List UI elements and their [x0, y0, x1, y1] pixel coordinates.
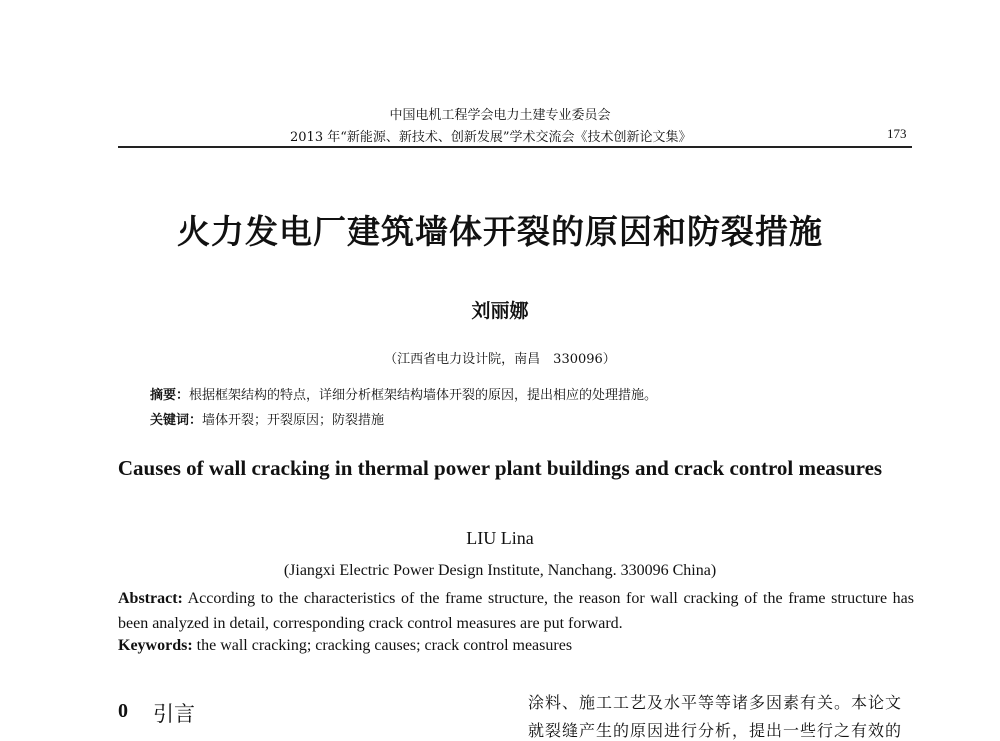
title-chinese: 火力发电厂建筑墙体开裂的原因和防裂措施: [177, 212, 823, 251]
section-title: 引言: [153, 702, 195, 726]
header-rule: [118, 146, 912, 148]
body-text-line: 就裂缝产生的原因进行分析，提出一些行之有效的: [528, 721, 903, 740]
abstract-english: [118, 586, 914, 636]
author-english: LIU Lina: [466, 528, 534, 548]
abstract-english-text: According to the characteristics of the frame structure, the reason for wall cracking of the frame structure has been analyzed in detail, corresponding crack control measures are put forward.: [118, 590, 914, 632]
keywords-chinese-text: 墙体开裂；开裂原因；防裂措施: [202, 413, 385, 428]
abstract-chinese-label: 摘要：: [150, 388, 190, 403]
abstract-chinese: [150, 384, 657, 403]
header-proceedings: 2013 年“新能源、新技术、创新发展”学术交流会《技术创新论文集》: [290, 130, 692, 145]
affiliation-chinese: （江西省电力设计院，南昌 330096）: [384, 352, 616, 367]
keywords-english-label: Keywords:: [118, 637, 193, 654]
keywords-chinese: [150, 409, 384, 428]
keywords-english: [118, 637, 572, 655]
keywords-chinese-label: 关键词：: [150, 413, 203, 428]
abstract-english-label: Abstract:: [118, 590, 183, 607]
body-text-line: 涂料、施工工艺及水平等等诸多因素有关。本论文: [528, 693, 903, 712]
header-organization: 中国电机工程学会电力土建专业委员会: [389, 108, 611, 123]
title-english: Causes of wall cracking in thermal power plant buildings and crack control measures: [117, 456, 883, 480]
page-number: 173: [887, 126, 907, 141]
author-chinese: 刘丽娜: [471, 300, 529, 322]
abstract-chinese-text: 根据框架结构的特点，详细分析框架结构墙体开裂的原因，提出相应的处理措施。: [189, 388, 658, 403]
keywords-english-text: the wall cracking; cracking causes; crack control measures: [196, 637, 573, 654]
affiliation-english: (Jiangxi Electric Power Design Institute, Nanchang. 330096 China): [283, 562, 717, 579]
section-number: 0: [118, 700, 128, 722]
